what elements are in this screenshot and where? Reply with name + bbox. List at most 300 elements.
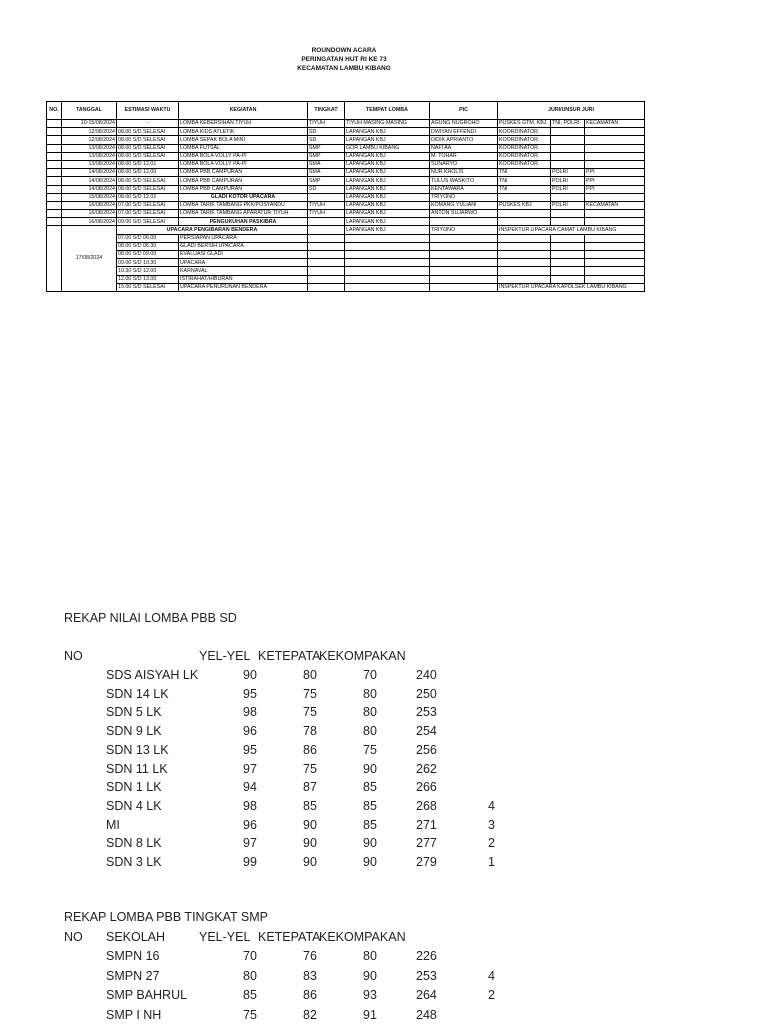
cell-pic: NUR KHOLIS (430, 169, 498, 177)
cell-kegiatan: ISTIRAHAT/HIBURAN (179, 275, 308, 283)
rekap-smp-header-no: NO (64, 930, 83, 944)
cell-tempat-lomba: GOR LAMBU KIBANG (345, 144, 430, 152)
rekap-smp-total: 248 (416, 1007, 437, 1022)
cell-no (47, 144, 62, 152)
cell-tanggal: 13/08/2024 (62, 144, 117, 152)
cell-tempat-lomba: LAPANGAN KBJ (345, 128, 430, 136)
cell-kegiatan: UPACARA PENURUNAN BENDERA (179, 283, 308, 291)
cell-no (47, 185, 62, 193)
cell-juri-3 (585, 128, 645, 136)
cell-tempat-lomba: TIYUH MASING-MASING (345, 120, 430, 128)
rekap-sd-total: 240 (416, 668, 437, 682)
rekap-sd-rank: 3 (488, 817, 495, 832)
cell-tanggal: 13/08/2024 (62, 152, 117, 160)
cell-tingkat: SMA (308, 169, 345, 177)
rekap-sd-total: 277 (416, 836, 437, 851)
cell-no (47, 218, 62, 226)
rundown-row (47, 210, 645, 218)
rekap-sd-total: 279 (416, 855, 437, 869)
cell-estimasi-waktu: 12.00 S/D 13.00 (117, 275, 179, 283)
rekap-sd-school: SDN 3 LK (106, 855, 162, 869)
rekap-smp-rank: 4 (488, 968, 495, 983)
rundown-row (47, 152, 645, 160)
rekap-smp-kekompakan: 90 (363, 968, 377, 983)
cell-estimasi-waktu: 09.00 S/D 10.30 (117, 259, 179, 267)
cell-juri-2 (551, 267, 585, 275)
cell-no (47, 152, 62, 160)
cell-juri-3 (585, 267, 645, 275)
upacara-item-row (47, 259, 645, 267)
cell-kegiatan: LOMBA PBB CAMPURAN (179, 177, 308, 185)
cell-juri-1: TNI (498, 185, 551, 193)
rekap-sd-yel-yel: 98 (243, 798, 257, 813)
cell-tempat-lomba (345, 234, 430, 242)
upacara-item-row (47, 234, 645, 242)
cell-estimasi-waktu: 08.00 S/D 09.00 (117, 251, 179, 259)
cell-no (47, 177, 62, 185)
cell-tingkat: SD (308, 128, 345, 136)
cell-estimasi-waktu: 08.00 S/D SELESAI (117, 136, 179, 144)
cell-no (47, 120, 62, 128)
cell-pic (430, 259, 498, 267)
rekap-sd-ketepata: 75 (303, 686, 317, 701)
rekap-sd-total: 262 (416, 761, 437, 776)
rekap-sd-kekompakan: 90 (363, 761, 377, 776)
rekap-sd-header-kekompakan: KEKOMPAKAN (319, 649, 406, 663)
cell-pic (430, 251, 498, 259)
rekap-sd-school: SDN 13 LK (106, 742, 169, 757)
cell-juri: INSPEKTUR UPACARA CAMAT LAMBU KIBANG (498, 226, 645, 234)
cell-tempat-lomba (345, 242, 430, 250)
cell-juri-1 (498, 242, 551, 250)
cell-estimasi-waktu: 08.00 S/D SELESAI (117, 128, 179, 136)
rekap-sd-kekompakan: 70 (363, 668, 377, 682)
rekap-sd-yel-yel: 98 (243, 705, 257, 720)
cell-juri-3: KECAMATAN (585, 120, 645, 128)
cell-tingkat (308, 267, 345, 275)
rekap-sd-ketepata: 75 (303, 705, 317, 720)
cell-tingkat: SD (308, 185, 345, 193)
cell-tingkat (308, 193, 345, 201)
upacara-item-row (47, 251, 645, 259)
cell-tempat-lomba: LAPANGAN KBJ (345, 160, 430, 168)
cell-estimasi-waktu: 08.00 S/D SELESAI (117, 185, 179, 193)
cell-tingkat: TIYUH (308, 120, 345, 128)
rekap-smp-ketepata: 82 (303, 1007, 317, 1022)
cell-tingkat (308, 275, 345, 283)
cell-tempat-lomba (345, 259, 430, 267)
cell-kegiatan: LOMBA SEPAK BOLA MINI (179, 136, 308, 144)
cell-pic: TRIYONO (430, 193, 498, 201)
cell-juri-2 (551, 259, 585, 267)
rekap-sd-total: 253 (416, 705, 437, 720)
rekap-sd-school: SDN 5 LK (106, 705, 162, 720)
cell-kegiatan: KARNAVAL (179, 267, 308, 275)
cell-juri-2 (551, 136, 585, 144)
rekap-sd-kekompakan: 80 (363, 724, 377, 739)
cell-tempat-lomba: LAPANGAN KBJ (345, 210, 430, 218)
rekap-smp-yel-yel: 75 (243, 1007, 257, 1022)
cell-juri-3 (585, 193, 645, 201)
cell-juri-2 (551, 152, 585, 160)
rekap-sd-yel-yel: 99 (243, 855, 257, 869)
rekap-smp-header-yel-yel: YEL-YEL (199, 930, 251, 944)
cell-juri-1: TNI (498, 177, 551, 185)
cell-juri-3 (585, 144, 645, 152)
cell-tanggal: 17/08/2024 (62, 226, 117, 292)
cell-pic (430, 275, 498, 283)
cell-kegiatan: GLADI BERSIH UPACARA (179, 242, 308, 250)
rundown-row (47, 136, 645, 144)
rekap-sd-kekompakan: 75 (363, 742, 377, 757)
cell-juri-1 (498, 193, 551, 201)
cell-no (47, 160, 62, 168)
rekap-sd-kekompakan: 85 (363, 798, 377, 813)
cell-juri-1: KOORDINATOR (498, 128, 551, 136)
cell-pic: SUNARYO (430, 160, 498, 168)
rundown-row (47, 201, 645, 209)
rekap-sd-total: 256 (416, 742, 437, 757)
cell-kegiatan: LOMBA TARIK TAMBANG PKK/POSYANDU (179, 201, 308, 209)
col-estimasi-waktu: ESTIMASI WAKTU (117, 102, 179, 120)
cell-pic (430, 242, 498, 250)
cell-estimasi-waktu: 08.00 S/D 12.00 (117, 169, 179, 177)
cell-juri-3: PPI (585, 169, 645, 177)
rundown-row (47, 193, 645, 201)
cell-no (47, 169, 62, 177)
cell-tingkat: SD (308, 136, 345, 144)
cell-pic: KOMANG YULIANI (430, 201, 498, 209)
cell-juri-2 (551, 160, 585, 168)
cell-tanggal: 12/08/2024 (62, 136, 117, 144)
rekap-smp-total: 253 (416, 968, 437, 983)
rekap-smp-rank: 2 (488, 988, 495, 1002)
col-juri: JURI/UNSUR JURI (498, 102, 645, 120)
cell-estimasi-waktu: 08.00 S/D 06.30 (117, 242, 179, 250)
cell-juri-1 (498, 267, 551, 275)
rekap-smp-yel-yel: 85 (243, 988, 257, 1002)
rekap-sd-kekompakan: 80 (363, 686, 377, 701)
rekap-sd-kekompakan: 85 (363, 780, 377, 795)
cell-juri-1: KOORDINATOR (498, 160, 551, 168)
cell-tempat-lomba: LAPANGAN KBJ (345, 152, 430, 160)
cell-tingkat: SMP (308, 177, 345, 185)
cell-juri-3: PPI (585, 185, 645, 193)
rekap-sd-kekompakan: 90 (363, 836, 377, 851)
cell-juri-1: PUSKES KBJ (498, 201, 551, 209)
rekap-sd-total: 271 (416, 817, 437, 832)
rekap-sd-yel-yel: 95 (243, 686, 257, 701)
cell-juri-3: KECAMATAN (585, 201, 645, 209)
cell-tempat-lomba (345, 251, 430, 259)
cell-juri-3 (585, 218, 645, 226)
header-line-3: KECAMATAN LAMBU KIBANG (297, 65, 391, 72)
cell-tanggal: 13/08/2024 (62, 160, 117, 168)
cell-tingkat: SMA (308, 160, 345, 168)
cell-tingkat (308, 251, 345, 259)
cell-juri-1: KOORDINATOR (498, 136, 551, 144)
cell-juri-2 (551, 128, 585, 136)
rekap-sd-yel-yel: 96 (243, 724, 257, 739)
rekap-sd-kekompakan: 80 (363, 705, 377, 720)
cell-juri-2 (551, 251, 585, 259)
rekap-sd-ketepata: 90 (303, 836, 317, 851)
rekap-sd-total: 268 (416, 798, 437, 813)
cell-pic: TULUS WASKITO (430, 177, 498, 185)
cell-juri-3 (585, 160, 645, 168)
cell-no (47, 136, 62, 144)
cell-juri-1 (498, 234, 551, 242)
col-tanggal: TANGGAL (62, 102, 117, 120)
upacara-title-row (47, 226, 645, 234)
cell-kegiatan: PENGUKUHAN PASKIBRA (179, 218, 308, 226)
cell-pic: DIDIK APRIANTO (430, 136, 498, 144)
cell-juri-1 (498, 259, 551, 267)
cell-no (47, 210, 62, 218)
rekap-sd-yel-yel: 97 (243, 836, 257, 851)
rekap-sd-rank: 1 (488, 855, 495, 869)
cell-pic: AGUNG NUGROHO (430, 120, 498, 128)
cell-no (47, 201, 62, 209)
rundown-row (47, 160, 645, 168)
rekap-sd-school: MI (106, 817, 120, 832)
cell-tanggal: 12/08/2024 (62, 128, 117, 136)
upacara-item-row (47, 275, 645, 283)
cell-estimasi-waktu: 07.00 S/D 06.00 (117, 234, 179, 242)
cell-juri-1: KOORDINATOR (498, 144, 551, 152)
rekap-sd-school: SDN 11 LK (106, 761, 168, 776)
upacara-item-row (47, 267, 645, 275)
cell-juri-2: TNI, POLRI (551, 120, 585, 128)
cell-tanggal: 16/08/2024 (62, 201, 117, 209)
rekap-sd-school: SDN 8 LK (106, 836, 162, 851)
cell-pic: NAFI AA (430, 144, 498, 152)
cell-pic: TRIYONO (430, 226, 498, 234)
rekap-smp-yel-yel: 80 (243, 968, 257, 983)
cell-tanggal: 10-15/08/2024 (62, 120, 117, 128)
cell-estimasi-waktu: 07.00 S/D SELESAI (117, 210, 179, 218)
rekap-smp-school: SMPN 27 (106, 968, 160, 983)
cell-estimasi-waktu: 09.00 S/D SELESAI (117, 218, 179, 226)
cell-no (47, 193, 62, 201)
cell-pic: DWIYAN EFFENDI (430, 128, 498, 136)
cell-juri-3 (585, 242, 645, 250)
rekap-sd-yel-yel: 97 (243, 761, 257, 776)
rekap-sd-rank: 4 (488, 798, 495, 813)
cell-juri-2 (551, 234, 585, 242)
cell-kegiatan: LOMBA TARIK TAMBANG APARATUR TIYUH (179, 210, 308, 218)
cell-juri-2 (551, 242, 585, 250)
rekap-smp-header-kekompakan: KEKOMPAKAN (319, 930, 406, 944)
rekap-smp-title: REKAP LOMBA PBB TINGKAT SMP (64, 910, 269, 924)
col-pic: PIC (430, 102, 498, 120)
cell-pic: M. TOHAR (430, 152, 498, 160)
cell-tingkat (308, 283, 345, 291)
cell-tempat-lomba (345, 283, 430, 291)
upacara-item-row (47, 283, 645, 291)
rekap-smp-school: SMP I NH (106, 1007, 162, 1022)
cell-tanggal: 14/08/2024 (62, 185, 117, 193)
rekap-sd-header-no: NO (64, 649, 83, 663)
rundown-row (47, 177, 645, 185)
cell-pic (430, 267, 498, 275)
cell-kegiatan: PERSIAPAN UPACARA (179, 234, 308, 242)
cell-tempat-lomba: LAPANGAN KBJ (345, 177, 430, 185)
cell-juri-1 (498, 210, 551, 218)
cell-estimasi-waktu: 08.00 S/D 12.01 (117, 160, 179, 168)
col-kegiatan: KEGIATAN (179, 102, 308, 120)
rekap-sd-ketepata: 86 (303, 742, 317, 757)
cell-tempat-lomba: LAPANGAN KBJ (345, 201, 430, 209)
rekap-sd-yel-yel: 90 (243, 668, 257, 682)
rekap-sd-ketepata: 75 (303, 761, 317, 776)
rekap-sd-title: REKAP NILAI LOMBA PBB SD (64, 611, 237, 625)
rekap-sd-ketepata: 87 (303, 780, 317, 795)
cell-estimasi-waktu: 07.00 S/D SELESAI (117, 201, 179, 209)
cell-estimasi-waktu: 15.00 S/D SELESAI (117, 283, 179, 291)
cell-kegiatan: LOMBA BOLA VOLLY PA-PI (179, 152, 308, 160)
cell-tingkat: TIYUH (308, 201, 345, 209)
upacara-item-row (47, 242, 645, 250)
cell-juri-3 (585, 136, 645, 144)
cell-tanggal: 16/08/2024 (62, 210, 117, 218)
rekap-sd-rank: 2 (488, 836, 495, 851)
cell-juri-2: POLRI (551, 201, 585, 209)
cell-tempat-lomba: LAPANGAN KBJ (345, 169, 430, 177)
rekap-sd-ketepata: 90 (303, 817, 317, 832)
cell-estimasi-waktu: - (117, 120, 179, 128)
rekap-smp-total: 226 (416, 949, 437, 963)
rekap-smp-header-sekolah: SEKOLAH (106, 930, 166, 944)
rundown-row (47, 128, 645, 136)
rundown-row (47, 169, 645, 177)
rundown-row (47, 120, 645, 128)
rundown-row (47, 185, 645, 193)
rekap-sd-yel-yel: 96 (243, 817, 257, 832)
cell-estimasi-waktu: 08.00 S/D 12.02 (117, 193, 179, 201)
rekap-sd-header-ketepata: KETEPATA (258, 649, 321, 663)
rekap-smp-kekompakan: 93 (363, 988, 377, 1002)
document-header (0, 46, 688, 73)
rekap-sd-school: SDN 1 LK (106, 780, 162, 795)
cell-tingkat: SMP (308, 144, 345, 152)
cell-no (47, 226, 62, 292)
cell-juri: INSPEKTUR UPACARA KAPOLSEK LAMBU KIBANG (498, 283, 645, 291)
rekap-sd-ketepata: 90 (303, 855, 317, 869)
rekap-sd-total: 254 (416, 724, 437, 739)
rekap-smp-yel-yel: 70 (243, 949, 257, 963)
cell-juri-2: POLRI (551, 185, 585, 193)
cell-tempat-lomba (345, 267, 430, 275)
cell-juri-2 (551, 144, 585, 152)
rundown-row (47, 218, 645, 226)
cell-kegiatan: LOMBA PBB CAMPURAN (179, 185, 308, 193)
cell-pic (430, 283, 498, 291)
cell-juri-3 (585, 234, 645, 242)
cell-juri-2 (551, 193, 585, 201)
cell-juri-3 (585, 275, 645, 283)
rekap-sd-school: SDN 9 LK (106, 724, 162, 739)
cell-tempat-lomba: LAPANGAN KBJ (345, 226, 430, 234)
cell-tempat-lomba: LAPANGAN KBJ (345, 185, 430, 193)
cell-juri-1: PUSKES GTM, KBJ (498, 120, 551, 128)
rekap-sd-school: SDN 14 LK (106, 686, 169, 701)
cell-pic (430, 234, 498, 242)
cell-juri-1: TNI (498, 169, 551, 177)
cell-estimasi-waktu: 08.00 S/D SELESAI (117, 177, 179, 185)
rekap-smp-ketepata: 86 (303, 988, 317, 1002)
cell-juri-3 (585, 152, 645, 160)
rekap-smp-header-ketepata: KETEPATA (258, 930, 321, 944)
cell-tempat-lomba: LAPANGAN KBJ (345, 218, 430, 226)
cell-tempat-lomba: LAPANGAN KBJ (345, 136, 430, 144)
header-line-1: ROUNDOWN ACARA (311, 47, 377, 54)
rundown-header-row (47, 102, 645, 120)
cell-no (47, 128, 62, 136)
cell-kegiatan: UPACARA (179, 259, 308, 267)
cell-tanggal: 15/08/2024 (62, 193, 117, 201)
rekap-sd-ketepata: 85 (303, 798, 317, 813)
cell-tingkat (308, 259, 345, 267)
cell-tempat-lomba: LAPANGAN KBJ (345, 193, 430, 201)
cell-juri-1 (498, 251, 551, 259)
cell-kegiatan: LOMBA KEBERSIHAN TIYUH (179, 120, 308, 128)
cell-juri-1 (498, 218, 551, 226)
rekap-sd-kekompakan: 90 (363, 855, 377, 869)
rundown-table (46, 101, 645, 292)
cell-pic: KENTAWARA (430, 185, 498, 193)
cell-pic: ANTON SUJARWO (430, 210, 498, 218)
cell-juri-3 (585, 259, 645, 267)
cell-juri-3 (585, 210, 645, 218)
col-tempat-lomba: TEMPAT LOMBA (345, 102, 430, 120)
rekap-sd-ketepata: 78 (303, 724, 317, 739)
cell-kegiatan: EVALUASI GLADI (179, 251, 308, 259)
cell-tanggal: 16/08/2024 (62, 218, 117, 226)
cell-juri-2: POLRI (551, 177, 585, 185)
rekap-smp-ketepata: 76 (303, 949, 317, 963)
rekap-smp-kekompakan: 91 (363, 1007, 377, 1022)
rekap-smp-ketepata: 83 (303, 968, 317, 983)
rekap-sd-ketepata: 80 (303, 668, 317, 682)
cell-tingkat (308, 218, 345, 226)
cell-juri-2 (551, 210, 585, 218)
rekap-smp-school: SMPN 16 (106, 949, 160, 963)
cell-juri-1 (498, 275, 551, 283)
col-no: NO. (47, 102, 62, 120)
cell-kegiatan: LOMBA FUTSAL (179, 144, 308, 152)
cell-tanggal: 14/08/2024 (62, 177, 117, 185)
cell-kegiatan: GLADI KOTOR UPACARA (179, 193, 308, 201)
cell-tingkat (308, 226, 345, 234)
cell-tingkat (308, 242, 345, 250)
cell-kegiatan: LOMBA KIDS ATLETIK (179, 128, 308, 136)
rekap-sd-total: 250 (416, 686, 437, 701)
rekap-sd-kekompakan: 85 (363, 817, 377, 832)
cell-juri-1: KOORDINATOR (498, 152, 551, 160)
cell-kegiatan: LOMBA BOLA VOLLY PA-PI (179, 160, 308, 168)
cell-tingkat (308, 234, 345, 242)
cell-tingkat: SMP (308, 152, 345, 160)
rekap-smp-total: 264 (416, 988, 437, 1002)
cell-pic (430, 218, 498, 226)
cell-juri-2 (551, 218, 585, 226)
cell-tingkat: TIYUH (308, 210, 345, 218)
rekap-sd-total: 266 (416, 780, 437, 795)
rekap-sd-yel-yel: 94 (243, 780, 257, 795)
cell-juri-2 (551, 275, 585, 283)
rekap-smp-kekompakan: 80 (363, 949, 377, 963)
